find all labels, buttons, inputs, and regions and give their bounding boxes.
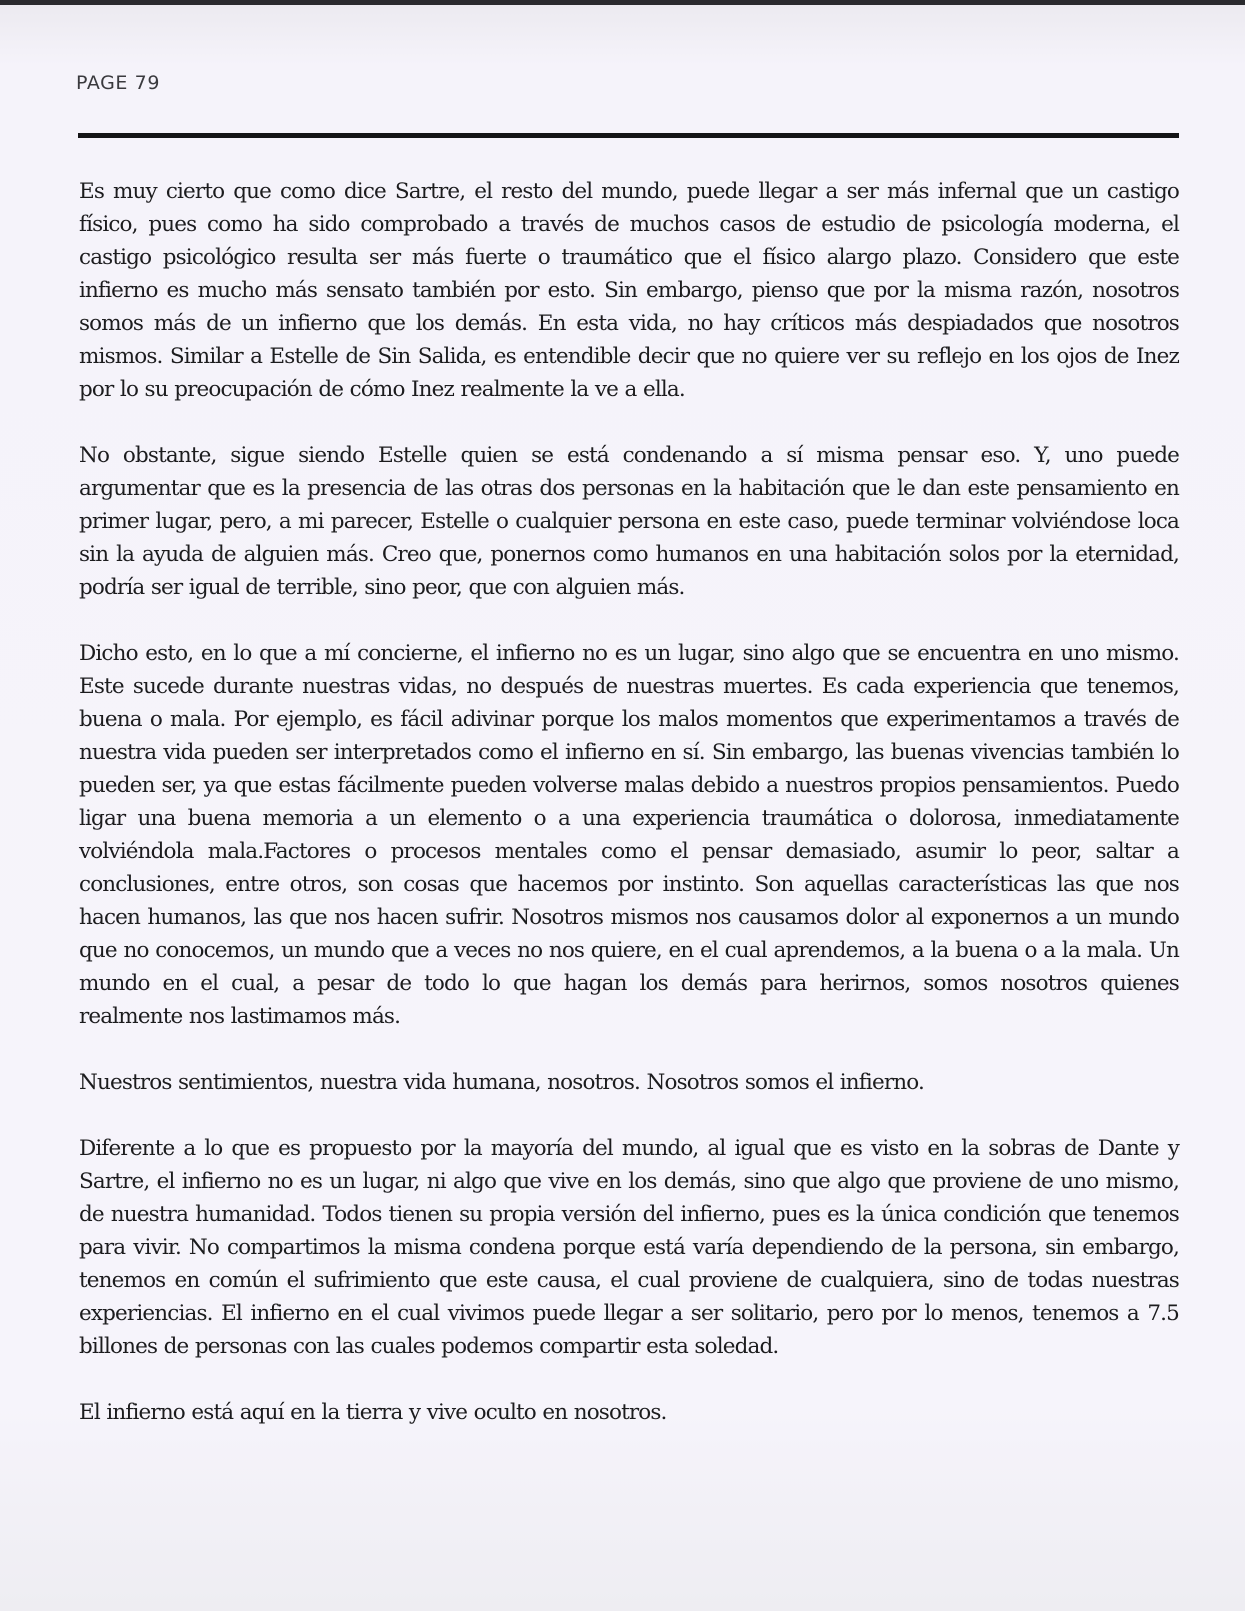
paragraph-3: Dicho esto, en lo que a mí concierne, el infierno no es un lugar, sino algo que se encuentra en uno mismo. Este sucede durante nuestras vidas, no después de nuestras muertes. Es cada experiencia que tenemos, buena o mala. Por ejemplo, es fácil adivinar porque los malos momentos que experimentamos a través de nuestra vida pueden ser interpretados como el infierno en sí. Sin embargo, las buenas vivencias también lo pueden ser, ya que estas fácilmente pueden volverse malas debido a nuestros propios pensamientos. Puedo ligar una buena memoria a un elemento o a una experiencia traumática o dolorosa, inmediatamente volviéndola mala.Factores o procesos mentales como el pensar demasiado, asumir lo peor, saltar a conclusiones, entre otros, son cosas que hacemos por instinto. Son aquellas características las que nos hacen humanos, las que nos hacen sufrir. Nosotros mismos nos causamos dolor al exponernos a un mundo que no conocemos, un mundo que a veces no nos quiere, en el cual aprendemos, a la buena o a la mala. Un mundo en el cual, a pesar de todo lo que hagan los demás para herirnos, somos nosotros quienes realmente nos lastimamos más.	[79, 641, 1179, 1029]
document-body	[79, 175, 1179, 1462]
paragraph-6: El infierno está aquí en la tierra y vive oculto en nosotros.	[79, 1400, 667, 1425]
document-page	[0, 5, 1245, 1611]
paragraph-4: Nuestros sentimientos, nuestra vida humana, nosotros. Nosotros somos el infierno.	[79, 1070, 924, 1095]
paragraph-1: Es muy cierto que como dice Sartre, el resto del mundo, puede llegar a ser más infernal que un castigo físico, pues como ha sido comprobado a través de muchos casos de estudio de psicología moderna, el castigo psicológico resulta ser más fuerte o traumático que el físico alargo plazo. Considero que este infierno es mucho más sensato también por esto. Sin embargo, pienso que por la misma razón, nosotros somos más de un infierno que los demás. En esta vida, no hay críticos más despiadados que nosotros mismos. Similar a Estelle de Sin Salida, es entendible decir que no quiere ver su reflejo en los ojos de Inez por lo su preocupación de cómo Inez realmente la ve a ella.	[79, 179, 1179, 402]
paragraph-5: Diferente a lo que es propuesto por la mayoría del mundo, al igual que es visto en la sobras de Dante y Sartre, el infierno no es un lugar, ni algo que vive en los demás, sino que algo que proviene de uno mismo, de nuestra humanidad. Todos tienen su propia versión del infierno, pues es la única condición que tenemos para vivir. No compartimos la misma condena porque está varía dependiendo de la persona, sin embargo, tenemos en común el sufrimiento que este causa, el cual proviene de cualquiera, sino de todas nuestras experiencias. El infierno en el cual vivimos puede llegar a ser solitario, pero por lo menos, tenemos a 7.5 billones de personas con las cuales podemos compartir esta soledad.	[79, 1136, 1179, 1359]
header-divider	[78, 133, 1179, 138]
page-number-label: PAGE 79	[76, 72, 161, 94]
paragraph-2: No obstante, sigue siendo Estelle quien se está condenando a sí misma pensar eso. Y, uno puede argumentar que es la presencia de las otras dos personas en la habitación que le dan este pensamiento en primer lugar, pero, a mi parecer, Estelle o cualquier persona en este caso, puede terminar volviéndose loca sin la ayuda de alguien más. Creo que, ponernos como humanos en una habitación solos por la eternidad, podría ser igual de terrible, sino peor, que con alguien más.	[79, 443, 1179, 600]
